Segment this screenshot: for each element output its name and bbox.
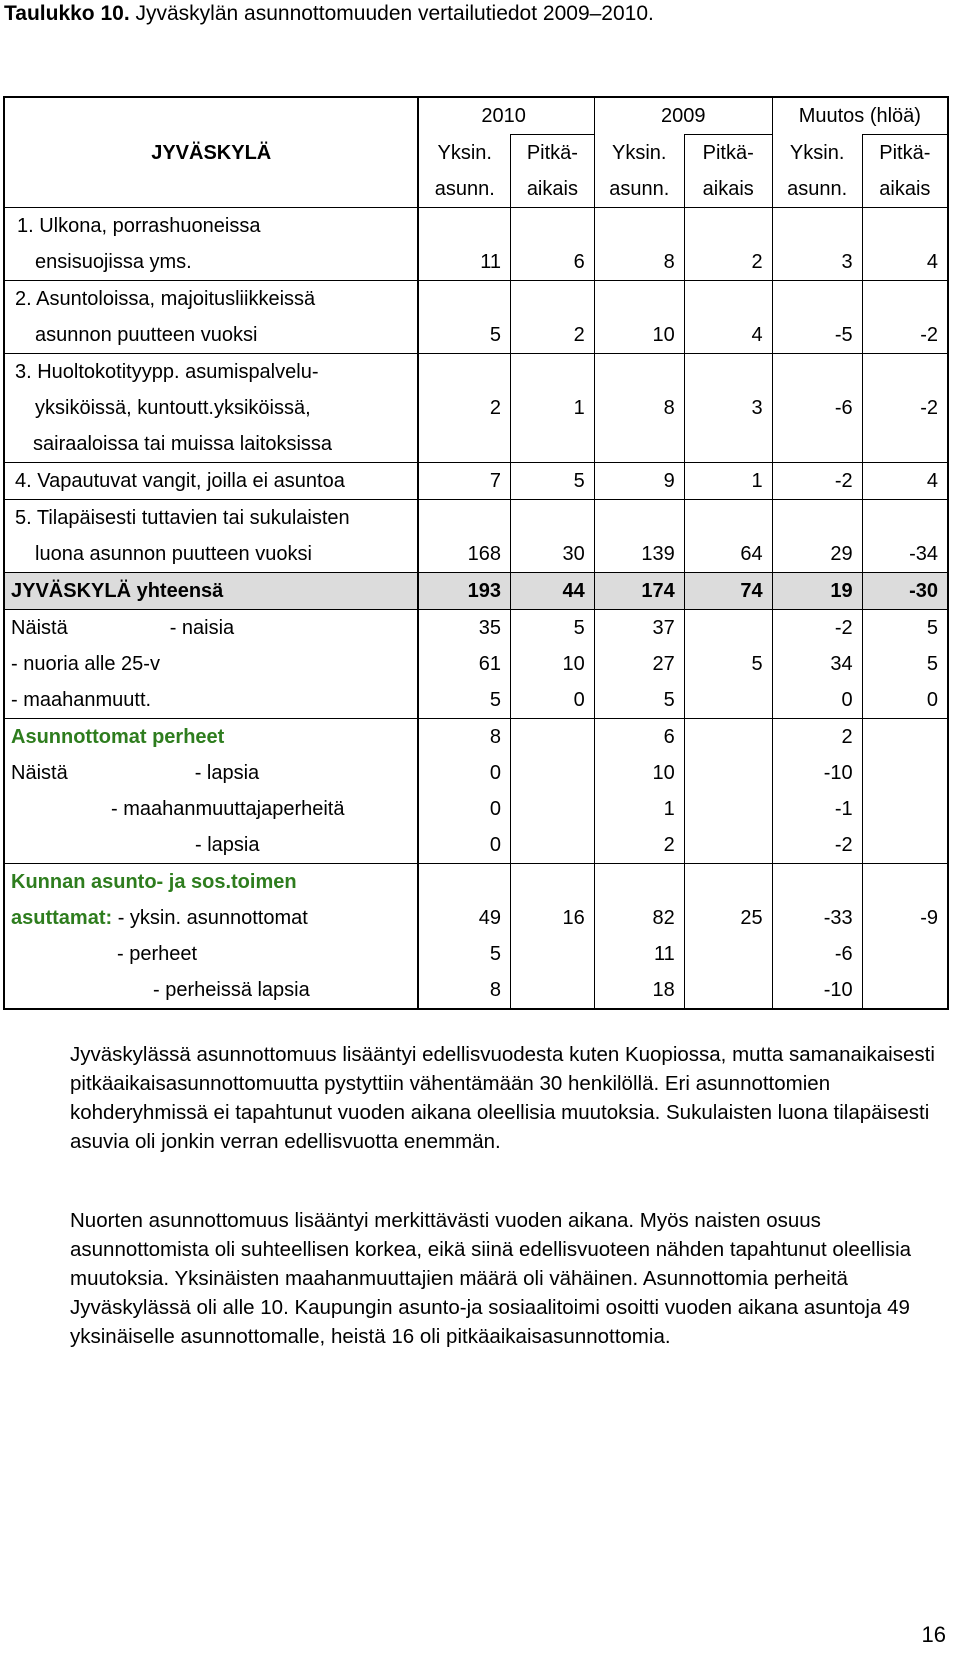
value-cell bbox=[511, 791, 595, 827]
total-row bbox=[4, 573, 948, 610]
table-row bbox=[4, 755, 948, 791]
paragraph-1: Jyväskylässä asunnottomuus lisääntyi edellisvuodesta kuten Kuopiossa, mutta samanaikaisesti pitkäaikaisasunnottomuutta pystyttiin vähentämään 30 henkilöllä. Eri asunnottomien kohderyhmissä ei tapahtunut vuoden aikana oleellisia muutoksia. Sukulaisten luona tilapäisesti asuvia oli jonkin verran edellisvuotta enemmän. bbox=[70, 1043, 935, 1153]
value-cell: 25 bbox=[684, 900, 772, 936]
table-row bbox=[4, 208, 948, 245]
empty-cell bbox=[594, 208, 684, 245]
empty-cell bbox=[594, 426, 684, 463]
table-row bbox=[4, 426, 948, 463]
column-header: asunn. bbox=[418, 171, 510, 208]
value-cell bbox=[511, 936, 595, 972]
value-cell bbox=[862, 719, 948, 756]
value-cell: 11 bbox=[594, 936, 684, 972]
caption-label: Taulukko 10. bbox=[4, 2, 130, 25]
value-cell: 2 bbox=[418, 390, 510, 426]
row-label: 5. Tilapäisesti tuttavien tai sukulaisten bbox=[4, 500, 418, 537]
value-cell: 35 bbox=[418, 610, 510, 647]
empty-cell bbox=[772, 500, 862, 537]
value-cell: 10 bbox=[594, 755, 684, 791]
value-cell: 64 bbox=[684, 536, 772, 573]
value-cell bbox=[862, 791, 948, 827]
table-row bbox=[4, 281, 948, 318]
table-row bbox=[4, 390, 948, 426]
value-cell bbox=[862, 827, 948, 864]
kunta-label-2: asuttamat: bbox=[11, 907, 113, 929]
value-cell: 168 bbox=[418, 536, 510, 573]
value-cell: 3 bbox=[684, 390, 772, 426]
value-cell bbox=[684, 936, 772, 972]
value-cell: -1 bbox=[772, 791, 862, 827]
value-cell: 37 bbox=[594, 610, 684, 647]
sub-label: - lapsia bbox=[194, 762, 260, 784]
row-label: 1. Ulkona, porrashuoneissa bbox=[4, 208, 418, 245]
value-cell: -10 bbox=[772, 972, 862, 1009]
value-cell: 1 bbox=[684, 463, 772, 500]
table-row bbox=[4, 864, 948, 901]
value-cell: 0 bbox=[418, 755, 510, 791]
empty-cell bbox=[511, 864, 595, 901]
value-cell: 4 bbox=[862, 463, 948, 500]
empty-cell bbox=[862, 354, 948, 391]
row-label: 3. Huoltokotityypp. asumispalvelu- bbox=[4, 354, 418, 391]
value-cell: 7 bbox=[418, 463, 510, 500]
value-cell: 30 bbox=[511, 536, 595, 573]
value-cell: 4 bbox=[684, 317, 772, 354]
column-header: Yksin. bbox=[418, 135, 510, 172]
value-cell bbox=[684, 755, 772, 791]
value-cell: 29 bbox=[772, 536, 862, 573]
value-cell bbox=[684, 610, 772, 647]
empty-cell bbox=[684, 864, 772, 901]
empty-cell bbox=[684, 426, 772, 463]
empty-cell bbox=[772, 864, 862, 901]
value-cell: -9 bbox=[862, 900, 948, 936]
header-row-bottom bbox=[4, 171, 948, 208]
value-cell: 5 bbox=[862, 646, 948, 682]
caption-text: Jyväskylän asunnottomuuden vertailutiedot 2009–2010. bbox=[135, 2, 654, 25]
value-cell: 5 bbox=[511, 610, 595, 647]
value-cell: 6 bbox=[511, 244, 595, 281]
empty-cell bbox=[418, 281, 510, 318]
kunta-label: Kunnan asunto- ja sos.toimen bbox=[4, 864, 418, 901]
empty-cell bbox=[684, 500, 772, 537]
table-row bbox=[4, 682, 948, 719]
value-cell bbox=[684, 719, 772, 756]
empty-cell bbox=[418, 864, 510, 901]
empty-cell bbox=[772, 281, 862, 318]
empty-cell bbox=[594, 354, 684, 391]
row-label bbox=[4, 900, 418, 936]
homelessness-table bbox=[3, 96, 949, 1010]
value-cell: 4 bbox=[862, 244, 948, 281]
empty-cell bbox=[594, 281, 684, 318]
value-cell: 8 bbox=[594, 244, 684, 281]
header-blank bbox=[4, 97, 418, 135]
value-cell bbox=[684, 827, 772, 864]
value-cell: 27 bbox=[594, 646, 684, 682]
value-cell: 1 bbox=[594, 791, 684, 827]
value-cell: -5 bbox=[772, 317, 862, 354]
value-cell: 44 bbox=[511, 573, 595, 610]
value-cell: 0 bbox=[772, 682, 862, 719]
value-cell: 5 bbox=[684, 646, 772, 682]
value-cell: 2 bbox=[511, 317, 595, 354]
column-header: Pitkä- bbox=[684, 135, 772, 172]
value-cell bbox=[684, 791, 772, 827]
value-cell: 34 bbox=[772, 646, 862, 682]
value-cell: 9 bbox=[594, 463, 684, 500]
value-cell: 82 bbox=[594, 900, 684, 936]
row-label: 4. Vapautuvat vangit, joilla ei asuntoa bbox=[4, 463, 418, 500]
empty-cell bbox=[511, 208, 595, 245]
total-label: JYVÄSKYLÄ yhteensä bbox=[4, 573, 418, 610]
table-row bbox=[4, 500, 948, 537]
value-cell: -30 bbox=[862, 573, 948, 610]
value-cell: 61 bbox=[418, 646, 510, 682]
row-label: - maahanmuutt. bbox=[11, 689, 152, 711]
empty-cell bbox=[594, 500, 684, 537]
table-row bbox=[4, 900, 948, 936]
value-cell: 139 bbox=[594, 536, 684, 573]
value-cell: 5 bbox=[511, 463, 595, 500]
paragraph-2: Nuorten asunnottomuus lisääntyi merkittävästi vuoden aikana. Myös naisten osuus asunnottomista oli suhteellisen korkea, eikä siinä edellisvuoteen nähden tapahtunut oleellisia muutoksia. Yksinäisten maahanmuuttajien määrä oli vähäinen. Asunnottomia perheitä Jyväskylässä oli alle 10. Kaupungin asunto-ja sosiaalitoimi osoitti vuoden aikana asuntoja 49 yksinäiselle asunnottomalle, heistä 16 oli pitkäaikaisasunnottomia. bbox=[70, 1209, 912, 1348]
perheet-label: Asunnottomat perheet bbox=[4, 719, 418, 756]
table-row bbox=[4, 936, 948, 972]
table-row bbox=[4, 972, 948, 1009]
value-cell: 16 bbox=[511, 900, 595, 936]
table-row bbox=[4, 646, 948, 682]
table-row bbox=[4, 610, 948, 647]
row-label: - lapsia bbox=[195, 834, 260, 856]
value-cell: 3 bbox=[772, 244, 862, 281]
empty-cell bbox=[684, 208, 772, 245]
value-cell: -2 bbox=[772, 463, 862, 500]
table-row bbox=[4, 536, 948, 573]
empty-cell bbox=[862, 500, 948, 537]
value-cell: 11 bbox=[418, 244, 510, 281]
empty-cell bbox=[862, 864, 948, 901]
row-label: asunnon puutteen vuoksi bbox=[35, 324, 258, 346]
column-header: Pitkä- bbox=[511, 135, 595, 172]
row-label: luona asunnon puutteen vuoksi bbox=[35, 543, 312, 565]
empty-cell bbox=[594, 864, 684, 901]
column-header: asunn. bbox=[772, 171, 862, 208]
value-cell: -6 bbox=[772, 390, 862, 426]
value-cell: 0 bbox=[862, 682, 948, 719]
naista-label: Näistä bbox=[11, 617, 68, 639]
value-cell: 5 bbox=[594, 682, 684, 719]
row-label bbox=[4, 610, 418, 647]
sub-label: - yksin. asunnottomat bbox=[112, 907, 308, 929]
table-row bbox=[4, 719, 948, 756]
empty-cell bbox=[684, 281, 772, 318]
column-header: Yksin. bbox=[772, 135, 862, 172]
value-cell: -10 bbox=[772, 755, 862, 791]
column-header: aikais bbox=[511, 171, 595, 208]
year-header: Muutos (hlöä) bbox=[772, 97, 948, 135]
value-cell: 6 bbox=[594, 719, 684, 756]
value-cell: 1 bbox=[511, 390, 595, 426]
value-cell bbox=[862, 936, 948, 972]
value-cell bbox=[862, 755, 948, 791]
table-row bbox=[4, 244, 948, 281]
value-cell: -34 bbox=[862, 536, 948, 573]
page-number: 16 bbox=[921, 1622, 946, 1647]
empty-cell bbox=[772, 208, 862, 245]
value-cell: 0 bbox=[511, 682, 595, 719]
empty-cell bbox=[862, 426, 948, 463]
value-cell: 5 bbox=[862, 610, 948, 647]
row-label: yksiköissä, kuntoutt.yksiköissä, bbox=[35, 397, 311, 419]
empty-cell bbox=[418, 426, 510, 463]
header-blank bbox=[4, 171, 418, 208]
column-header: Pitkä- bbox=[862, 135, 948, 172]
value-cell: 10 bbox=[511, 646, 595, 682]
year-header: 2009 bbox=[594, 97, 772, 135]
value-cell: -2 bbox=[772, 610, 862, 647]
value-cell: 5 bbox=[418, 936, 510, 972]
value-cell bbox=[684, 682, 772, 719]
table-title: JYVÄSKYLÄ bbox=[151, 141, 272, 164]
year-header: 2010 bbox=[418, 97, 594, 135]
value-cell: -33 bbox=[772, 900, 862, 936]
value-cell: 0 bbox=[418, 791, 510, 827]
value-cell bbox=[511, 755, 595, 791]
empty-cell bbox=[684, 354, 772, 391]
row-label: - maahanmuuttajaperheitä bbox=[111, 798, 345, 820]
empty-cell bbox=[511, 281, 595, 318]
table-row bbox=[4, 791, 948, 827]
value-cell: -2 bbox=[772, 827, 862, 864]
table-row bbox=[4, 827, 948, 864]
value-cell: 18 bbox=[594, 972, 684, 1009]
table-row bbox=[4, 354, 948, 391]
value-cell: 8 bbox=[418, 972, 510, 1009]
row-label: - nuoria alle 25-v bbox=[11, 653, 160, 675]
column-header: asunn. bbox=[594, 171, 684, 208]
column-header: Yksin. bbox=[594, 135, 684, 172]
value-cell: 5 bbox=[418, 682, 510, 719]
column-header: aikais bbox=[684, 171, 772, 208]
empty-cell bbox=[511, 354, 595, 391]
value-cell bbox=[511, 827, 595, 864]
empty-cell bbox=[511, 426, 595, 463]
table-row bbox=[4, 463, 948, 500]
header-row-top bbox=[4, 135, 948, 172]
value-cell bbox=[684, 972, 772, 1009]
value-cell: 49 bbox=[418, 900, 510, 936]
value-cell: 5 bbox=[418, 317, 510, 354]
value-cell: -6 bbox=[772, 936, 862, 972]
table-caption bbox=[4, 2, 654, 26]
value-cell bbox=[511, 719, 595, 756]
row-label: - perheissä lapsia bbox=[153, 979, 310, 1001]
row-label: sairaaloissa tai muissa laitoksissa bbox=[33, 433, 333, 455]
value-cell bbox=[862, 972, 948, 1009]
column-header: aikais bbox=[862, 171, 948, 208]
empty-cell bbox=[862, 281, 948, 318]
sub-label: - naisia bbox=[169, 617, 235, 639]
value-cell: 174 bbox=[594, 573, 684, 610]
empty-cell bbox=[418, 208, 510, 245]
row-label: 2. Asuntoloissa, majoitusliikkeissä bbox=[4, 281, 418, 318]
naista-label: Näistä bbox=[11, 762, 68, 784]
value-cell: 8 bbox=[418, 719, 510, 756]
empty-cell bbox=[511, 500, 595, 537]
header-row-years bbox=[4, 97, 948, 135]
empty-cell bbox=[418, 354, 510, 391]
empty-cell bbox=[418, 500, 510, 537]
table-row bbox=[4, 317, 948, 354]
value-cell: 193 bbox=[418, 573, 510, 610]
value-cell: 19 bbox=[772, 573, 862, 610]
row-label: ensisuojissa yms. bbox=[35, 251, 192, 273]
row-label bbox=[4, 755, 418, 791]
value-cell: 8 bbox=[594, 390, 684, 426]
value-cell: -2 bbox=[862, 317, 948, 354]
empty-cell bbox=[772, 426, 862, 463]
empty-cell bbox=[772, 354, 862, 391]
value-cell: 74 bbox=[684, 573, 772, 610]
row-label: - perheet bbox=[117, 943, 198, 965]
value-cell: -2 bbox=[862, 390, 948, 426]
value-cell: 2 bbox=[684, 244, 772, 281]
value-cell: 0 bbox=[418, 827, 510, 864]
value-cell: 2 bbox=[594, 827, 684, 864]
value-cell: 10 bbox=[594, 317, 684, 354]
value-cell: 2 bbox=[772, 719, 862, 756]
empty-cell bbox=[862, 208, 948, 245]
value-cell bbox=[511, 972, 595, 1009]
